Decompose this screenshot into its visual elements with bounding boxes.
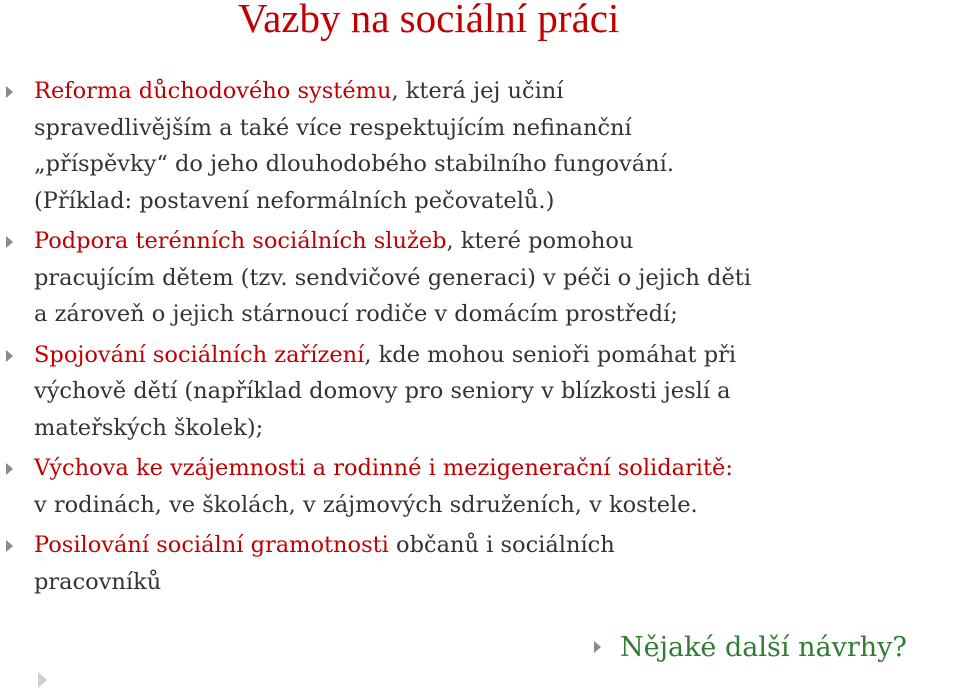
bullet-line [34, 337, 958, 374]
slide-title: Vazby na sociální práci [238, 0, 620, 41]
highlight-text: Výchova ke vzájemnosti a rodinné i mezigenerační solidaritě: [34, 455, 733, 481]
bullet-list [8, 73, 958, 604]
bullet-arrow-icon [6, 236, 13, 248]
bullet-line [34, 296, 958, 333]
highlight-text: Reforma důchodového systému [34, 78, 392, 104]
bullet-line [34, 564, 958, 601]
slide-marker-icon [38, 672, 47, 688]
body-text: a zároveň o jejich stárnoucí rodiče v domácím prostředí; [34, 301, 678, 327]
body-text: výchově dětí (například domovy pro seniory v blízkosti jeslí a [34, 378, 731, 404]
bullet-line [34, 260, 958, 297]
bullet-line [34, 183, 958, 220]
body-text: pracujícím dětem (tzv. sendvičové generaci) v péči o jejich děti [34, 264, 752, 291]
highlight-text: Spojování sociálních zařízení [34, 341, 365, 368]
bullet-item [8, 337, 958, 447]
bullet-arrow-icon [6, 86, 13, 98]
body-text: , kde mohou senioři pomáhat při [364, 341, 737, 368]
bullet-line [34, 410, 958, 447]
further-suggestions-prompt [594, 628, 907, 668]
highlight-text: Podpora terénních sociálních služeb [34, 228, 447, 254]
bullet-item [8, 450, 958, 523]
body-text: občanů i sociálních [388, 532, 615, 558]
highlight-text: Posilování sociální gramotnosti [34, 532, 389, 558]
body-text: pracovníků [34, 568, 162, 595]
bullet-line [34, 487, 958, 524]
bullet-line [34, 223, 958, 260]
bullet-line [34, 373, 958, 410]
body-text: spravedlivějším a také více respektujícím nefinanční [34, 114, 632, 141]
bullet-arrow-icon [6, 350, 13, 362]
prompt-text: Nějaké další návrhy? [620, 632, 907, 663]
body-text: „příspěvky“ do jeho dlouhodobého stabilního fungování. [34, 151, 674, 177]
bullet-line [34, 527, 958, 564]
body-text: v rodinách, ve školách, v zájmových sdruženích, v kostele. [34, 491, 698, 518]
bullet-arrow-icon [594, 641, 601, 653]
body-text: , které pomohou [446, 228, 634, 254]
body-text: mateřských školek); [34, 414, 264, 441]
bullet-item [8, 527, 958, 600]
bullet-item [8, 73, 958, 219]
bullet-arrow-icon [6, 540, 13, 552]
bullet-line [34, 110, 958, 147]
body-text: (Příklad: postavení neformálních pečovatelů.) [34, 187, 555, 214]
bullet-line [34, 73, 958, 110]
bullet-arrow-icon [6, 463, 13, 475]
bullet-item [8, 223, 958, 333]
bullet-line [34, 450, 958, 487]
bullet-line [34, 146, 958, 183]
body-text: , která jej učiní [391, 78, 564, 104]
